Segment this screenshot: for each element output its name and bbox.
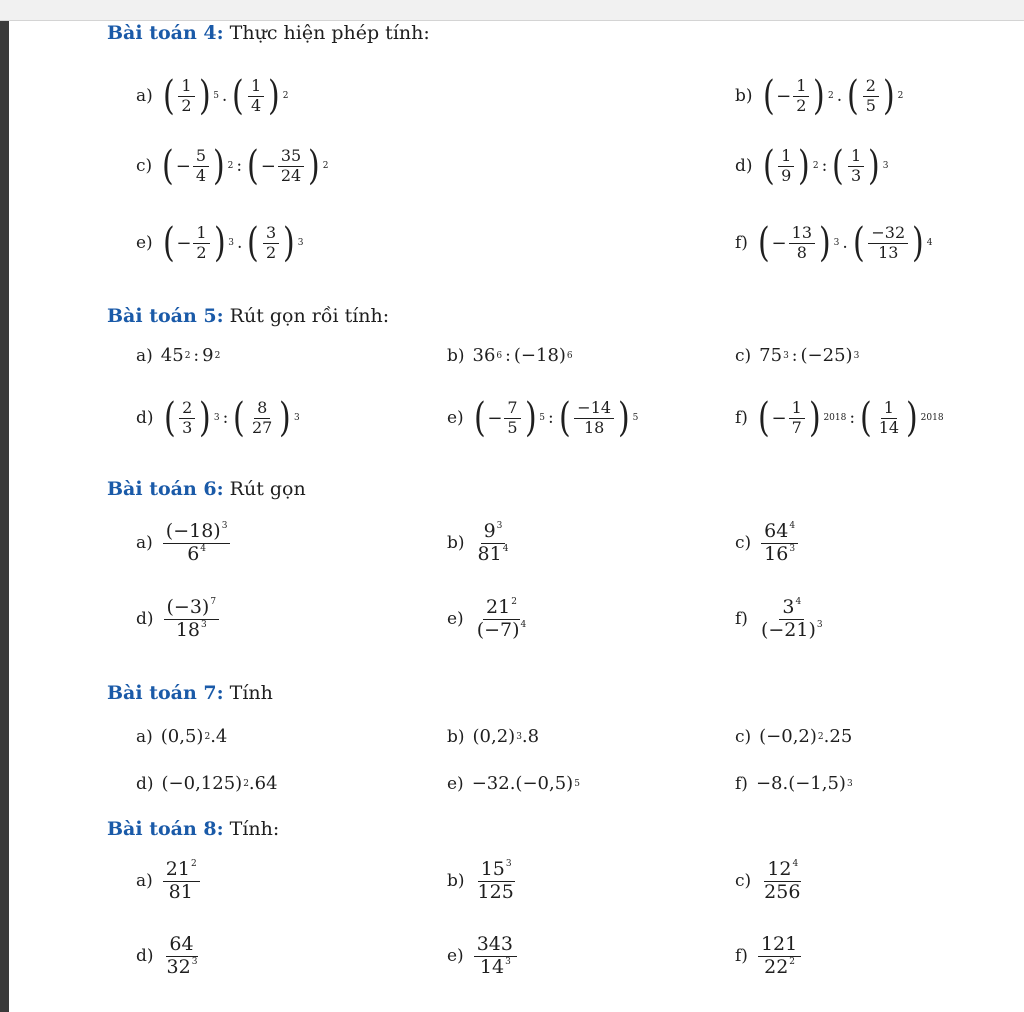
denominator: 9 xyxy=(781,165,792,185)
item-label: d) xyxy=(136,609,154,630)
numerator: 1 xyxy=(178,78,194,97)
denominator: 5 xyxy=(507,417,518,437)
exponent: 2 xyxy=(817,731,824,742)
exponent: 3 xyxy=(201,619,207,630)
item-label: f) xyxy=(735,233,748,253)
denominator: 2 xyxy=(796,95,807,115)
denominator: 4 xyxy=(195,165,207,185)
operator: . xyxy=(842,233,848,253)
problem-5c xyxy=(735,345,859,366)
problem-6-title: Bài toán 6: xyxy=(107,478,224,500)
denominator: 3 xyxy=(182,417,193,437)
item-label: a) xyxy=(136,533,153,554)
problem-5e: e) ( − $\frac{7}{5}$ ) 5 : ( $\frac{-14}{18}$ ) 5 xyxy=(447,395,639,441)
denominator: 24 xyxy=(280,165,302,185)
problem-8b xyxy=(447,860,520,903)
exponent: 5 xyxy=(632,413,639,423)
base: (−18) xyxy=(513,345,566,366)
exponent: 2018 xyxy=(920,413,944,423)
item-label: e) xyxy=(447,408,464,428)
suffix: .4 xyxy=(210,726,228,747)
denominator: 81 xyxy=(477,542,502,565)
problem-7e xyxy=(447,773,580,794)
item-label: d) xyxy=(136,773,154,794)
operator: : xyxy=(791,345,798,366)
problem-5-heading xyxy=(107,305,389,327)
problem-6a xyxy=(136,522,232,565)
exponent: 2 xyxy=(227,161,234,171)
item-label: d) xyxy=(136,408,154,428)
numerator: −32 xyxy=(868,225,908,244)
denominator: (−7) xyxy=(476,618,520,641)
denominator: 81 xyxy=(168,880,193,903)
base: (0,2) xyxy=(472,726,516,747)
numerator: 1 xyxy=(881,400,897,419)
denominator: 2 xyxy=(265,242,277,262)
viewer-left-edge xyxy=(0,21,9,1012)
item-label: d) xyxy=(735,156,753,176)
base: (−25) xyxy=(800,345,853,366)
problem-6d xyxy=(136,598,221,641)
problem-6f xyxy=(735,598,828,641)
sign: − xyxy=(175,155,191,177)
denominator: 4 xyxy=(250,95,262,115)
item-label: a) xyxy=(136,86,153,106)
item-label: f) xyxy=(735,773,748,794)
prefix: −32. xyxy=(471,773,516,794)
exponent: 4 xyxy=(795,597,802,607)
numerator: 3 xyxy=(263,225,279,244)
operator: . xyxy=(836,86,843,106)
exponent: 4 xyxy=(520,619,527,630)
item-label: a) xyxy=(136,726,153,747)
item-label: e) xyxy=(447,946,464,967)
operator: . xyxy=(236,233,243,253)
exponent: 3 xyxy=(783,350,789,361)
problem-7a xyxy=(136,726,227,747)
numerator: 1 xyxy=(248,78,264,97)
denominator: 2 xyxy=(181,95,192,115)
exponent: 3 xyxy=(505,859,512,869)
numerator: 35 xyxy=(278,148,304,167)
base: (−0,5) xyxy=(515,773,574,794)
exponent: 6 xyxy=(496,350,503,361)
viewer-top-bar xyxy=(0,0,1024,21)
exponent: 4 xyxy=(502,543,509,554)
item-label: a) xyxy=(136,871,153,892)
operator: : xyxy=(505,345,511,366)
denominator: 7 xyxy=(791,417,802,437)
operator: : xyxy=(849,408,856,428)
numerator: (−3) xyxy=(166,596,210,618)
exponent: 3 xyxy=(221,521,228,531)
exponent: 3 xyxy=(213,413,220,423)
numerator: 1 xyxy=(789,400,805,419)
problem-5d: d) ( $\frac{2}{3}$ ) 3 : ( $\frac{8}{27}$ ) 3 xyxy=(136,395,300,441)
problem-8-heading xyxy=(107,818,279,840)
base: (0,5) xyxy=(160,726,204,747)
numerator: 21 xyxy=(165,858,190,880)
numerator: 3 xyxy=(782,596,795,618)
exponent: 3 xyxy=(846,778,853,789)
numerator: 343 xyxy=(476,933,513,955)
base: (−0,125) xyxy=(161,773,243,794)
problem-5-title: Bài toán 5: xyxy=(107,305,224,327)
exponent: 3 xyxy=(505,956,511,967)
problem-8-title: Bài toán 8: xyxy=(107,818,224,840)
denominator: 6 xyxy=(187,542,200,565)
numerator: 9 xyxy=(483,520,496,542)
numerator: 5 xyxy=(193,148,209,167)
denominator: 2 xyxy=(196,242,207,262)
numerator: 2 xyxy=(179,400,195,419)
exponent: 2 xyxy=(511,597,517,607)
denominator: 13 xyxy=(878,242,899,262)
suffix: .8 xyxy=(521,726,540,747)
problem-6-desc: Rút gọn xyxy=(223,478,306,500)
exponent: 3 xyxy=(853,350,860,361)
base: 75 xyxy=(759,345,783,366)
problem-7-title: Bài toán 7: xyxy=(107,682,224,704)
numerator: 121 xyxy=(760,933,798,955)
base: 45 xyxy=(160,345,184,366)
problem-4-desc: Thực hiện phép tính: xyxy=(223,22,430,44)
exponent: 2 xyxy=(243,778,249,789)
problem-4b: b) ( − $\frac{1}{2}$ ) 2 . ( $\frac{2}{5}$ ) 2 xyxy=(735,73,904,119)
item-label: b) xyxy=(447,871,465,892)
item-label: c) xyxy=(735,726,752,747)
problem-7c xyxy=(735,726,852,747)
item-label: b) xyxy=(447,345,465,366)
numerator: 1 xyxy=(193,225,209,244)
exponent: 2 xyxy=(828,91,834,101)
operator: . xyxy=(221,86,228,106)
item-label: c) xyxy=(735,871,752,892)
problem-4a: a) ( $\frac{1}{2}$ ) 5 . ( $\frac{1}{4}$ ) 2 xyxy=(136,73,289,119)
suffix: .64 xyxy=(248,773,278,794)
item-label: c) xyxy=(136,156,153,176)
operator: : xyxy=(821,156,828,176)
problem-4d: d) ( $\frac{1}{9}$ ) 2 : ( $\frac{1}{3}$ ) 3 xyxy=(735,143,889,189)
numerator: 13 xyxy=(789,225,815,244)
exponent: 5 xyxy=(539,413,545,423)
operator: : xyxy=(222,408,229,428)
problem-8c xyxy=(735,860,806,903)
exponent: 2 xyxy=(214,350,221,361)
exponent: 3 xyxy=(816,619,823,630)
denominator: 3 xyxy=(851,165,862,185)
problem-5a xyxy=(136,345,220,366)
exponent: 3 xyxy=(833,238,840,248)
denominator: 18 xyxy=(175,618,201,641)
sign: − xyxy=(771,232,787,254)
base: (−1,5) xyxy=(788,773,846,794)
exponent: 4 xyxy=(200,543,207,554)
problem-6e xyxy=(447,598,531,641)
numerator: 1 xyxy=(793,78,809,97)
exponent: 2018 xyxy=(823,413,847,423)
exponent: 3 xyxy=(191,956,198,967)
base: 9 xyxy=(202,345,214,366)
problem-8-desc: Tính: xyxy=(223,818,280,840)
denominator: 5 xyxy=(865,95,876,115)
denominator: 22 xyxy=(764,955,789,978)
prefix: −8. xyxy=(755,773,789,794)
problem-4-heading xyxy=(107,22,430,44)
exponent: 2 xyxy=(897,91,904,101)
denominator: 256 xyxy=(764,880,801,903)
problem-8d xyxy=(136,935,202,978)
exponent: 3 xyxy=(516,731,522,742)
item-label: b) xyxy=(735,86,753,106)
numerator: 8 xyxy=(254,400,270,419)
item-label: b) xyxy=(447,533,465,554)
exponent: 2 xyxy=(204,731,211,742)
problem-7-desc: Tính xyxy=(223,682,273,704)
numerator: 15 xyxy=(480,858,505,880)
problem-6c xyxy=(735,522,800,565)
numerator: 64 xyxy=(169,933,194,955)
exponent: 3 xyxy=(297,238,304,248)
sign: − xyxy=(771,407,787,429)
problem-4f: f) ( − $\frac{13}{8}$ ) 3 . ( $\frac{-32}{13}$ ) 4 xyxy=(735,220,933,266)
numerator: 7 xyxy=(504,400,520,419)
exponent: 3 xyxy=(228,238,234,248)
denominator: (−21) xyxy=(760,618,816,641)
exponent: 2 xyxy=(184,350,191,361)
exponent: 5 xyxy=(213,91,219,101)
item-label: c) xyxy=(735,345,752,366)
base: 36 xyxy=(472,345,496,366)
denominator: 14 xyxy=(878,417,900,437)
problem-7b xyxy=(447,726,539,747)
sign: − xyxy=(487,407,503,429)
problem-6-heading xyxy=(107,478,306,500)
denominator: 16 xyxy=(764,542,789,565)
problem-4c: c) ( − $\frac{5}{4}$ ) 2 : ( − $\frac{35}{24}$ ) 2 xyxy=(136,143,329,189)
numerator: −14 xyxy=(574,400,614,419)
exponent: 4 xyxy=(926,238,933,248)
denominator: 8 xyxy=(796,242,807,262)
exponent: 3 xyxy=(293,413,300,423)
problem-5-desc: Rút gọn rồi tính: xyxy=(223,305,390,327)
item-label: e) xyxy=(136,233,153,253)
exponent: 3 xyxy=(882,161,889,171)
problem-7f xyxy=(735,773,853,794)
sign: − xyxy=(260,155,276,177)
exponent: 2 xyxy=(812,161,819,171)
exponent: 7 xyxy=(210,597,217,607)
exponent: 4 xyxy=(792,859,799,869)
problem-4e: e) ( − $\frac{1}{2}$ ) 3 . ( $\frac{3}{2}$ ) 3 xyxy=(136,220,304,266)
numerator: (−18) xyxy=(165,520,221,542)
exponent: 5 xyxy=(574,778,580,789)
problem-8f xyxy=(735,935,803,978)
item-label: b) xyxy=(447,726,465,747)
item-label: e) xyxy=(447,773,464,794)
exponent: 3 xyxy=(496,521,503,531)
problem-8e xyxy=(447,935,519,978)
operator: : xyxy=(547,408,554,428)
exponent: 6 xyxy=(566,350,573,361)
problem-7-heading xyxy=(107,682,273,704)
numerator: 12 xyxy=(767,858,792,880)
problem-7d xyxy=(136,773,278,794)
numerator: 21 xyxy=(486,596,511,618)
problem-5f: f) ( − $\frac{1}{7}$ ) 2018 : ( $\frac{1}{14}$ ) 2018 xyxy=(735,395,944,441)
item-label: c) xyxy=(735,533,752,554)
base: (−0,2) xyxy=(759,726,817,747)
item-label: a) xyxy=(136,345,153,366)
operator: : xyxy=(236,156,243,176)
item-label: f) xyxy=(735,408,748,428)
denominator: 14 xyxy=(479,955,505,978)
item-label: d) xyxy=(136,946,154,967)
exponent: 3 xyxy=(789,543,796,554)
problem-4-title: Bài toán 4: xyxy=(107,22,224,44)
exponent: 4 xyxy=(789,521,796,531)
item-label: f) xyxy=(735,946,748,967)
exponent: 2 xyxy=(190,859,197,869)
problem-6b xyxy=(447,522,513,565)
exponent: 2 xyxy=(322,161,329,171)
item-label: f) xyxy=(735,609,748,630)
problem-5b xyxy=(447,345,573,366)
denominator: 27 xyxy=(252,417,273,437)
numerator: 1 xyxy=(848,148,864,167)
numerator: 1 xyxy=(778,148,794,167)
item-label: e) xyxy=(447,609,464,630)
denominator: 32 xyxy=(166,955,191,978)
operator: : xyxy=(193,345,200,366)
numerator: 64 xyxy=(764,520,789,542)
sign: − xyxy=(176,232,192,254)
sign: − xyxy=(776,85,792,107)
problem-8a xyxy=(136,860,202,903)
exponent: 2 xyxy=(282,91,289,101)
suffix: .25 xyxy=(823,726,853,747)
denominator: 125 xyxy=(477,880,514,903)
numerator: 2 xyxy=(863,78,879,97)
denominator: 18 xyxy=(583,417,605,437)
exponent: 2 xyxy=(789,956,796,967)
